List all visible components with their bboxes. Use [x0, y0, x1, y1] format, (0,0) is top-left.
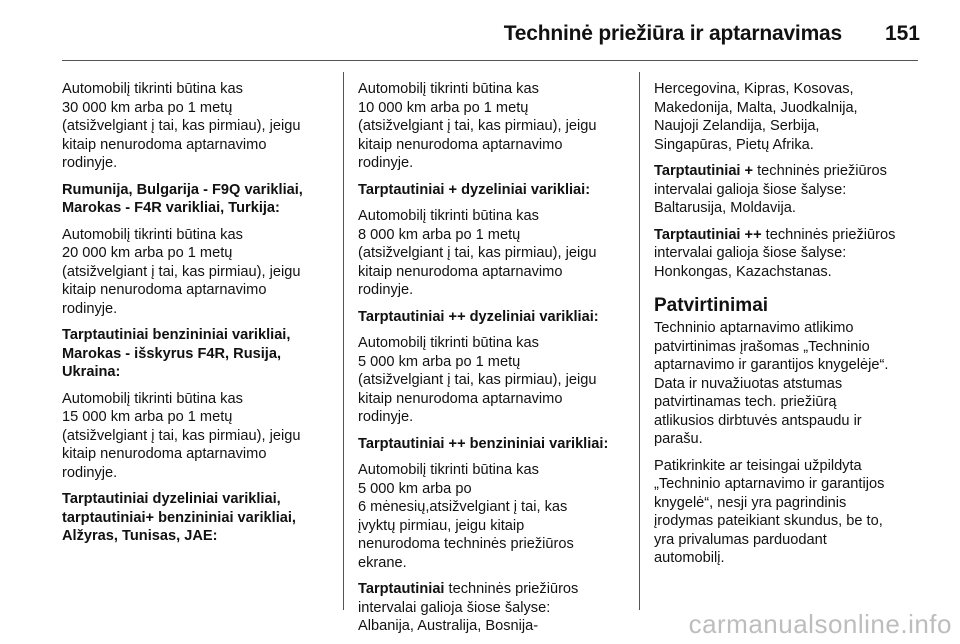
- paragraph: Hercegovina, Kipras, Kosovas, Makedonija, Malta, Juodkalnija, Naujoji Zelandija, Serbija, Singapūras, Pietų Afrika.: [654, 81, 858, 153]
- subheading: Tarptautiniai ++ dyzeliniai varikliai:: [358, 308, 599, 325]
- page-header: [0, 0, 960, 62]
- header-divider: [62, 60, 918, 61]
- section-heading: Patvirtinimai: [654, 295, 769, 316]
- paragraph-text: techninės priežiūros intervalai galioja šiose šalyse: Albanija, Australija, Bosnija-: [358, 581, 579, 634]
- paragraph: [358, 580, 633, 636]
- column-divider-1: [343, 72, 344, 610]
- paragraph: Automobilį tikrinti būtina kas 5 000 km arba po 6 mėnesių,atsižvelgiant į tai, kas įvyktų pirmiau, jeigu kitaip nenurodoma techninės priežiūros ekrane.: [358, 462, 574, 571]
- subheading: Tarptautiniai + dyzeliniai varikliai:: [358, 181, 591, 198]
- paragraph: Automobilį tikrinti būtina kas 10 000 km arba po 1 metų (atsižvelgiant į tai, kas pirmiau), jeigu kitaip nenurodoma aptarnavimo rodinyje.: [358, 81, 597, 171]
- page-number: 151: [884, 22, 920, 45]
- column-3: [654, 80, 939, 576]
- paragraph-text: techninės priežiūros intervalai galioja šiose šalyse: Honkongas, Kazachstanas.: [654, 226, 896, 280]
- bold-term: Tarptautiniai: [358, 581, 445, 597]
- column-2: [358, 80, 633, 644]
- column-1: [62, 80, 337, 554]
- column-divider-2: [639, 72, 640, 610]
- watermark: carmanualsonline.info: [688, 609, 952, 639]
- paragraph: [654, 226, 939, 282]
- subheading: Tarptautiniai benzininiai varikliai, Marokas - išskyrus F4R, Rusija, Ukraina:: [62, 327, 291, 380]
- subheading: Tarptautiniai ++ benzininiai varikliai:: [358, 435, 609, 452]
- paragraph: Automobilį tikrinti būtina kas 30 000 km arba po 1 metų (atsižvelgiant į tai, kas pirmiau), jeigu kitaip nenurodoma aptarnavimo rodinyje.: [62, 81, 301, 171]
- subheading: Rumunija, Bulgarija - F9Q varikliai, Marokas - F4R varikliai, Turkija:: [62, 181, 303, 216]
- paragraph: Automobilį tikrinti būtina kas 15 000 km arba po 1 metų (atsižvelgiant į tai, kas pirmiau), jeigu kitaip nenurodoma aptarnavimo rodinyje.: [62, 390, 301, 481]
- bold-term: Tarptautiniai ++: [654, 226, 762, 243]
- paragraph: Techninio aptarnavimo atlikimo patvirtinimas įrašomas „Techninio aptarnavimo ir garantijos knygelėje“. Data ir nuvažiuotas atstumas patvirtinamas tech. priežiūrą atlikusios dirbtuvės antspaudu ir parašu.: [654, 320, 889, 447]
- paragraph: Automobilį tikrinti būtina kas 8 000 km arba po 1 metų (atsižvelgiant į tai, kas pirmiau), jeigu kitaip nenurodoma aptarnavimo rodinyje.: [358, 208, 597, 298]
- subheading: Tarptautiniai dyzeliniai varikliai, tarptautiniai+ benzininiai varikliai, Alžyras, Tunisas, JAE:: [62, 491, 296, 544]
- paragraph: Automobilį tikrinti būtina kas 5 000 km arba po 1 metų (atsižvelgiant į tai, kas pirmiau), jeigu kitaip nenurodoma aptarnavimo rodinyje.: [358, 335, 597, 425]
- paragraph: Automobilį tikrinti būtina kas 20 000 km arba po 1 metų (atsižvelgiant į tai, kas pirmiau), jeigu kitaip nenurodoma aptarnavimo rodinyje.: [62, 226, 301, 317]
- paragraph-text: techninės priežiūros intervalai galioja šiose šalyse: Baltarusija, Moldavija.: [654, 163, 887, 216]
- paragraph: [654, 162, 939, 218]
- paragraph: Patikrinkite ar teisingai užpildyta „Techninio aptarnavimo ir garantijos knygelė“, nesji yra pagrindinis įrodymas pateikiant skundus, be to, yra privalumas parduodant automobilį.: [654, 457, 885, 566]
- bold-term: Tarptautiniai +: [654, 163, 754, 179]
- page-title: Techninė priežiūra ir aptarnavimas: [503, 22, 842, 45]
